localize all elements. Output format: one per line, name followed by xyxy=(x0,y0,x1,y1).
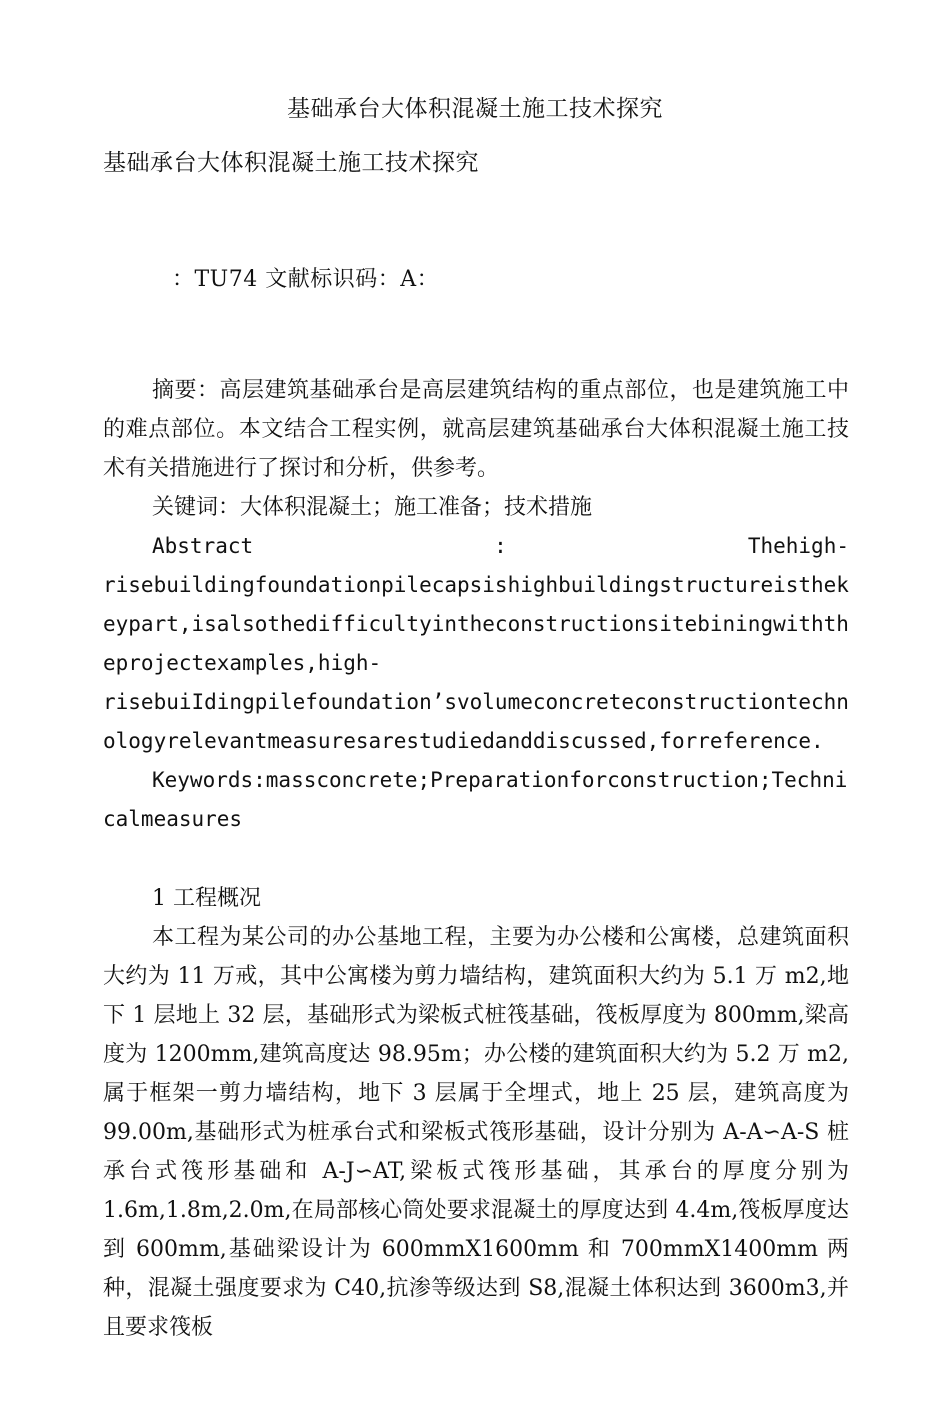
section-1 xyxy=(103,879,849,1347)
abstract-section xyxy=(103,371,849,839)
document-subtitle: 基础承台大体积混凝土施工技术探究 xyxy=(103,150,479,176)
keywords-en: Keywords:massconcrete;Preparationforconstruction;Technicalmeasures xyxy=(103,768,848,831)
section-1-heading: 1 工程概况 xyxy=(152,886,261,911)
abstract-en-first: Thehigh- xyxy=(747,534,849,558)
document-title: 基础承台大体积混凝土施工技术探究 xyxy=(287,96,663,122)
abstract-en-body: risebuildingfoundationpilecapsishighbuildingstructureisthekeypart,isalsothedifficultyintheconstructionsitebiningwiththeprojectexamples,high- xyxy=(103,573,849,675)
classification-line: ：TU74 文献标识码：A： xyxy=(172,267,440,292)
abstract-en-label-row xyxy=(152,527,849,566)
section-1-paragraph: 本工程为某公司的办公基地工程，主要为办公楼和公寓楼，总建筑面积大约为 11 万戒，其中公寓楼为剪力墙结构，建筑面积大约为 5.1 万 m2,地下 1 层地上 32 层，基础形式为梁板式桩筏基础，筏板厚度为 800mm,梁高度为 1200mm,建筑高度达 98.95m；办公楼的建筑面积大约为 5.2 万 m2,属于框架一剪力墙结构，地下 3 层属于全埋式，地上 25 层，建筑高度为 99.00m,基础形式为桩承台式和梁板式筏形基础，设计分别为 A-A∽A-S 桩承台式筏形基础和 A-J∽AT,梁板式筏形基础，其承台的厚度分别为 1.6m,1.8m,2.0m,在局部核心筒处要求混凝土的厚度达到 4.4m,筏板厚度达到 600mm,基础梁设计为 600mmX1600mm 和 700mmX1400mm 两种，混凝土强度要求为 C40,抗渗等级达到 S8,混凝土体积达到 3600m3,并且要求筏板 xyxy=(103,925,849,1340)
abstract-cn: 摘要：高层建筑基础承台是高层建筑结构的重点部位，也是建筑施工中的难点部位。本文结合工程实例，就高层建筑基础承台大体积混凝土施工技术有关措施进行了探讨和分析，供参考。 xyxy=(103,378,849,481)
abstract-en-label: Abstract xyxy=(152,534,254,558)
keywords-cn: 关键词：大体积混凝土；施工准备；技术措施 xyxy=(152,495,593,520)
abstract-en-colon: : xyxy=(494,534,507,558)
abstract-en-body-2: risebuiIdingpilefoundation’svolumeconcreteconstructiontechnologyrelevantmeasuresarestudiedanddiscussed,forreference. xyxy=(103,690,849,753)
